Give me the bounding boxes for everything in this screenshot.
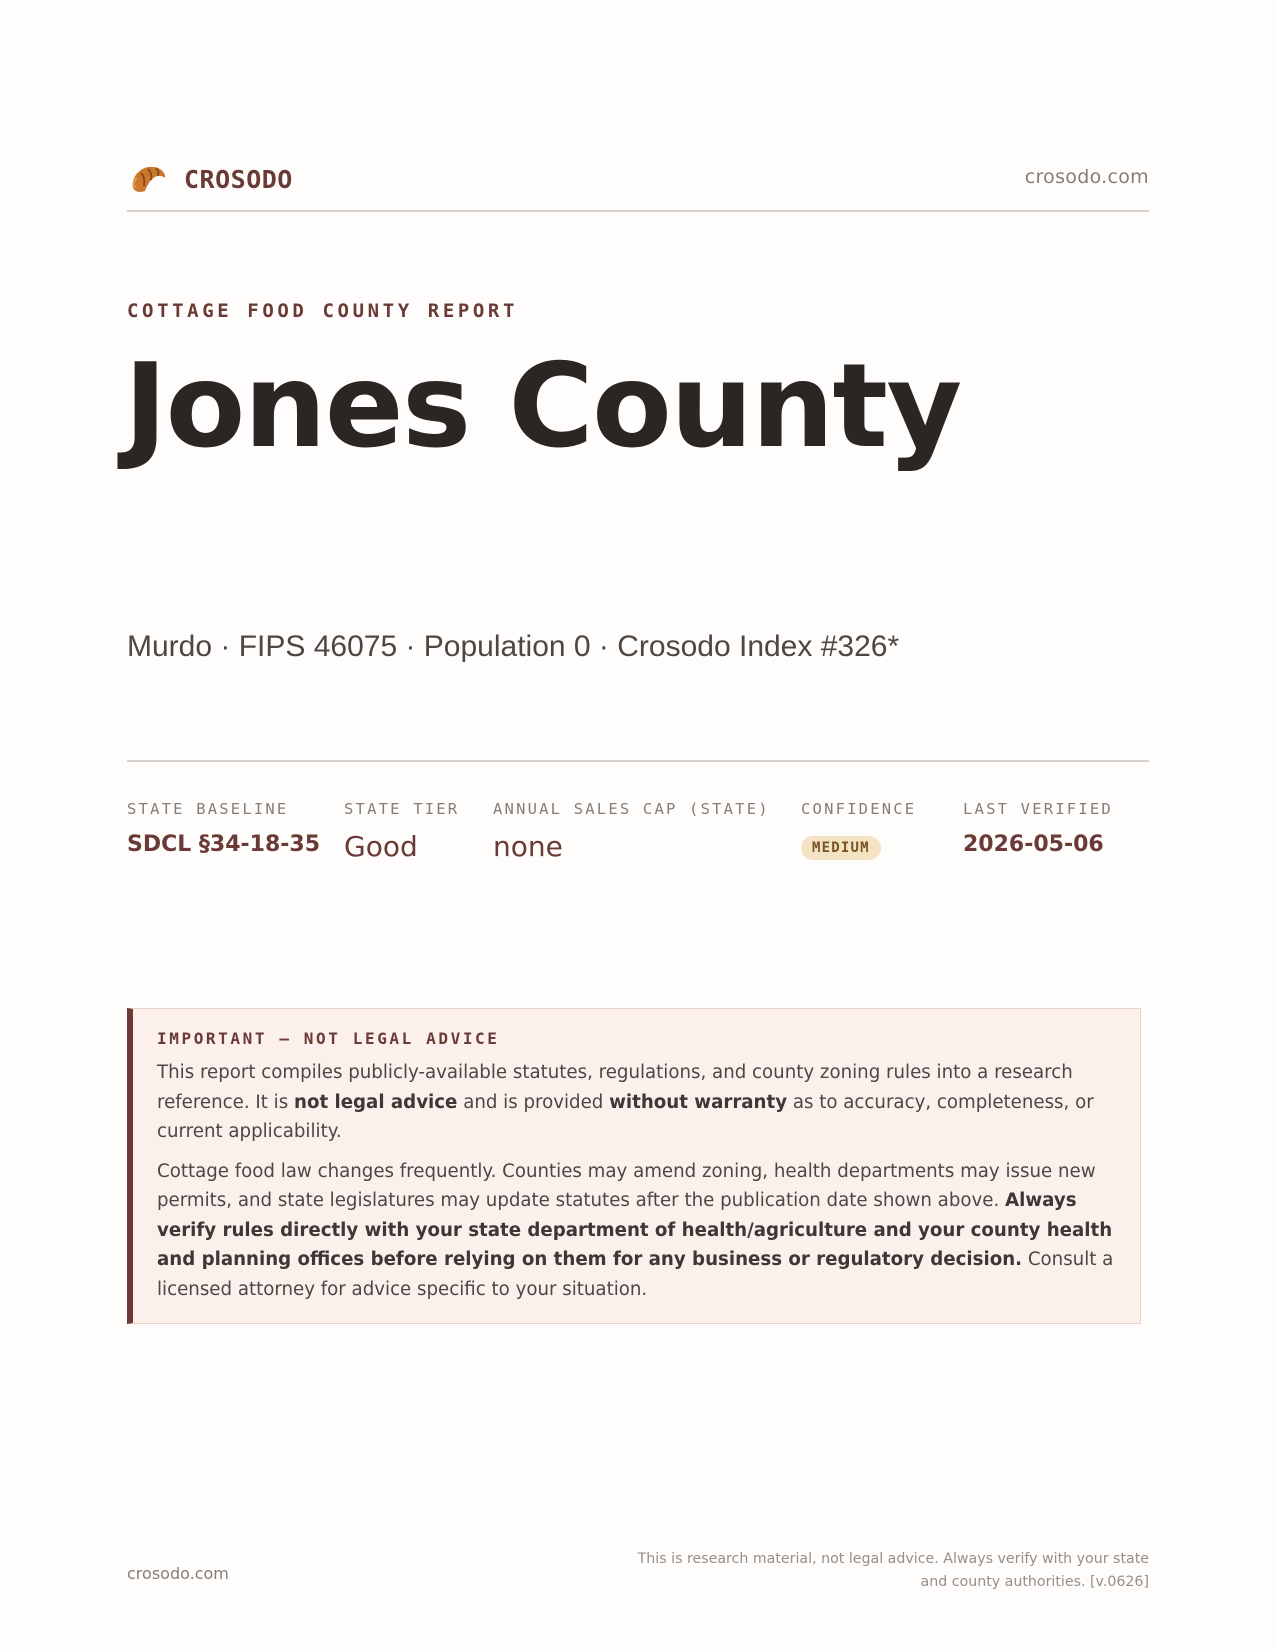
footer-disclaimer	[589, 1548, 1149, 1594]
notice-text: as to accuracy, completeness, or current applicability.	[157, 1091, 1094, 1142]
stat-label: LAST VERIFIED	[963, 800, 1113, 818]
brand-name: CROSODO	[184, 164, 293, 194]
meta-divider	[127, 760, 1149, 762]
stat-last-verified	[963, 800, 1113, 857]
report-eyebrow: COTTAGE FOOD COUNTY REPORT	[127, 300, 519, 322]
brand[interactable]	[127, 158, 293, 200]
notice-text: and is provided	[457, 1091, 610, 1113]
notice-emphasis: not legal advice	[294, 1091, 458, 1113]
stat-state-tier	[344, 800, 459, 863]
report-page	[124, 0, 1149, 1650]
report-subtitle: Murdo · FIPS 46075 · Population 0 · Crosodo Index #326*	[127, 630, 900, 663]
stat-value: none	[493, 830, 563, 863]
footer-disclaimer-line: This is research material, not legal advice. Always verify with your state	[637, 1551, 1149, 1567]
stat-label: CONFIDENCE	[801, 800, 917, 818]
stat-state-baseline	[127, 800, 320, 857]
stat-label: STATE TIER	[344, 800, 460, 818]
status-badge: MEDIUM	[801, 836, 881, 860]
page-header	[127, 158, 1149, 210]
footer-site-link[interactable]: crosodo.com	[127, 1564, 229, 1583]
site-link[interactable]: crosodo.com	[1024, 166, 1149, 188]
footer-disclaimer-line: and county authorities. [v.0626]	[920, 1574, 1149, 1590]
page-title: Jones County	[124, 339, 961, 474]
stat-value: 2026-05-06	[963, 832, 1104, 857]
stat-confidence	[801, 800, 916, 860]
stat-label: STATE BASELINE	[127, 800, 289, 818]
croissant-icon	[127, 158, 169, 200]
notice-text: Consult a licensed attorney for advice specific to your situation.	[157, 1249, 1114, 1300]
notice-heading: IMPORTANT — NOT LEGAL ADVICE	[157, 1029, 500, 1048]
notice-text: Cottage food law changes frequently. Counties may amend zoning, health departments may issue new permits, and state legislatures may update statutes after the publication date shown above.	[157, 1160, 1096, 1211]
legal-notice	[127, 1008, 1141, 1324]
notice-emphasis: Always verify rules directly with your state department of health/agriculture and your county health and planning offices before relying on them for any business or regulatory decision.	[157, 1190, 1113, 1270]
stat-value: Good	[344, 830, 418, 863]
stat-value: SDCL §34-18-35	[127, 832, 321, 857]
stat-sales-cap	[493, 800, 770, 863]
notice-emphasis: without warranty	[609, 1091, 788, 1113]
notice-paragraph-2	[157, 1157, 1116, 1305]
header-divider	[127, 210, 1149, 212]
stat-label: ANNUAL SALES CAP (STATE)	[493, 800, 770, 818]
notice-paragraph-1	[157, 1058, 1116, 1147]
notice-text: This report compiles publicly-available statutes, regulations, and county zoning rules into a research reference. It is	[157, 1062, 1073, 1113]
